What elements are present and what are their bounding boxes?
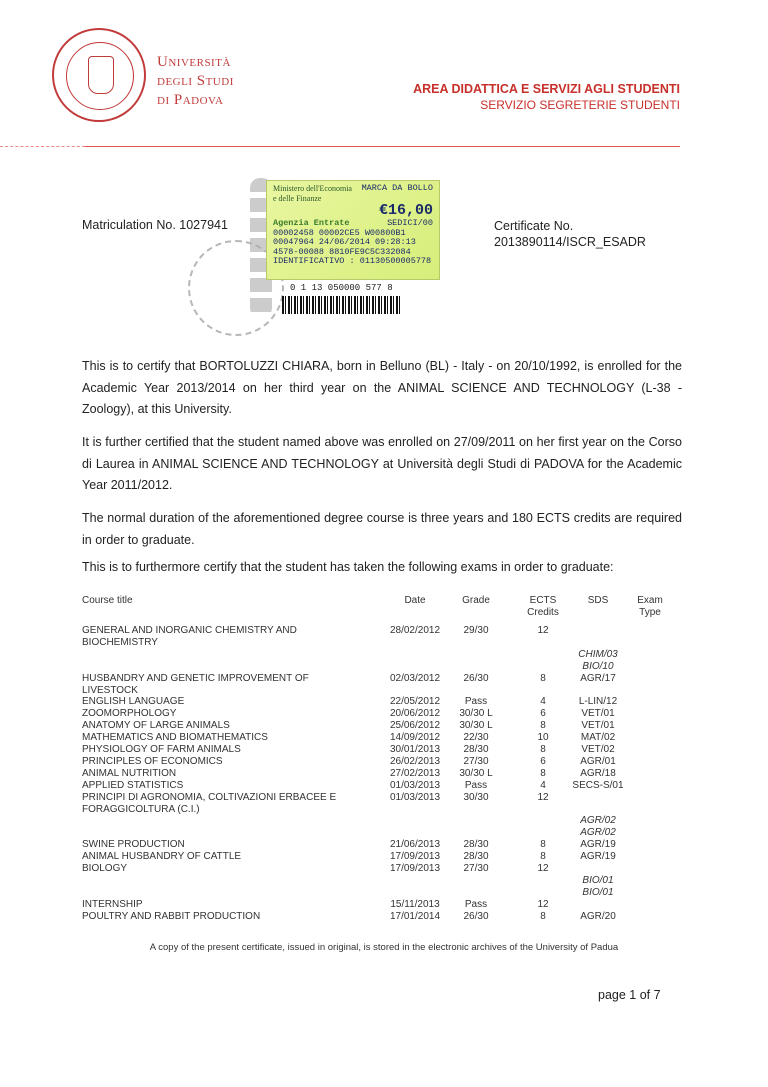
cell-course: PRINCIPLES OF ECONOMICS [82, 755, 223, 767]
stamp-line: IDENTIFICATIVO : 01130500005778 [273, 256, 432, 266]
header-course-title: Course title [82, 595, 133, 606]
header-ects-line2: Credits [527, 607, 559, 618]
table-row [0, 780, 768, 792]
service-title: SERVIZIO SEGRETERIE STUDENTI [480, 98, 680, 112]
cell-date: 30/01/2013 [389, 744, 441, 755]
cell-grade: 30/30 L [459, 720, 493, 732]
cell-date: 17/09/2013 [389, 851, 441, 863]
header-sds: SDS [587, 595, 609, 606]
header-ects [520, 595, 566, 619]
cell-course: MATHEMATICS AND BIOMATHEMATICS [82, 732, 268, 744]
cell-course: APPLIED STATISTICS [82, 779, 184, 791]
matriculation-number: Matriculation No. 1027941 [82, 218, 228, 232]
cell-ects: 6 [540, 755, 546, 767]
table-row [0, 851, 768, 863]
cell-date: 25/06/2012 [389, 720, 441, 732]
cell-date: 26/02/2013 [389, 755, 441, 767]
cell-grade: 26/30 [463, 672, 489, 684]
cell-date: 27/02/2013 [389, 767, 441, 779]
stamp-line: 4578-00088 8810FE9C5C332084 [273, 246, 411, 257]
certificate-value: 2013890114/ISCR_ESADR [494, 235, 646, 249]
table-row [0, 875, 768, 887]
cell-course: SWINE PRODUCTION [82, 839, 185, 851]
cell-date: 14/09/2012 [389, 732, 441, 744]
table-row [0, 673, 768, 685]
cell-date: 17/01/2014 [389, 910, 441, 922]
stamp-ministry: Ministero dell'Economia e delle Finanze [273, 184, 352, 203]
cell-ects: 4 [540, 779, 546, 791]
cell-ects: 12 [537, 863, 549, 874]
table-row [0, 815, 768, 827]
duration-paragraph: The normal duration of the aforementioned degree course is three years and 180 ECTS credits are required in order to graduate. [82, 511, 682, 547]
cell-course: ZOOMORPHOLOGY [82, 708, 177, 720]
cell-sds: AGR/01 [580, 755, 616, 767]
table-row [0, 804, 768, 816]
header-divider-dashed [0, 146, 85, 147]
table-row [0, 839, 768, 851]
cell-date: 17/09/2013 [389, 863, 441, 874]
cell-ects: 8 [540, 910, 546, 922]
cell-ects: 8 [540, 767, 546, 779]
stamp-label: MARCA DA BOLLO [361, 183, 433, 193]
table-row [0, 768, 768, 780]
cell-course: BIOLOGY [82, 863, 128, 874]
cell-course: POULTRY AND RABBIT PRODUCTION [82, 910, 261, 922]
cell-course: HUSBANDRY AND GENETIC IMPROVEMENT OF [82, 672, 309, 684]
cell-ects: 12 [537, 625, 549, 636]
cell-course: GENERAL AND INORGANIC CHEMISTRY AND [82, 625, 297, 636]
header-grade: Grade [462, 595, 490, 606]
cell-date: 01/03/2013 [389, 779, 441, 791]
cell-course: PHYSIOLOGY OF FARM ANIMALS [82, 744, 241, 755]
cell-grade: 30/30 [463, 791, 489, 803]
table-row [0, 792, 768, 804]
header-type-line2: Type [639, 607, 661, 618]
cell-course: LIVESTOCK [82, 684, 138, 696]
cell-sds: AGR/19 [580, 851, 616, 863]
cell-sds: AGR/20 [580, 910, 616, 922]
cell-grade: 27/30 [463, 863, 489, 874]
cell-sds: CHIM/03 [578, 648, 618, 660]
cell-sds: MAT/02 [580, 732, 616, 744]
cell-date: 28/02/2012 [389, 625, 441, 636]
cell-ects: 8 [540, 672, 546, 684]
cell-sds: AGR/19 [580, 839, 616, 851]
cell-grade: Pass [464, 898, 488, 910]
revenue-stamp [266, 180, 440, 280]
cell-sds: AGR/02 [580, 815, 616, 827]
cell-ects: 8 [540, 851, 546, 863]
cell-grade: 28/30 [463, 839, 489, 851]
cell-date: 20/06/2012 [389, 708, 441, 720]
university-name-line3: di Padova [157, 92, 224, 108]
table-row [0, 720, 768, 732]
cell-course: ANIMAL NUTRITION [82, 767, 177, 779]
table-row [0, 899, 768, 911]
cell-sds: VET/01 [581, 708, 615, 720]
cell-sds: BIO/01 [582, 874, 614, 886]
cell-grade: 29/30 [463, 625, 489, 636]
cell-grade: Pass [464, 696, 488, 708]
archive-note: A copy of the present certificate, issued in original, is stored in the electronic archives of the University of Padua [149, 942, 619, 953]
cell-course: BIOCHEMISTRY [82, 636, 158, 648]
cell-grade: 22/30 [463, 732, 489, 744]
cell-date: 01/03/2013 [389, 791, 441, 803]
stamp-agency: Agenzia Entrate [273, 218, 350, 228]
table-row [0, 887, 768, 899]
stamp-words: SEDICI/00 [387, 218, 433, 228]
table-row [0, 696, 768, 708]
cell-grade: Pass [464, 779, 488, 791]
area-title: AREA DIDATTICA E SERVIZI AGLI STUDENTI [413, 82, 680, 96]
header-date: Date [404, 595, 426, 606]
university-name-line2: degli Studi [157, 73, 234, 89]
header-ects-line1: ECTS [529, 595, 557, 606]
barcode-number: 0 1 13 050000 577 8 [290, 283, 393, 293]
university-seal-logo [52, 28, 146, 122]
table-row [0, 685, 768, 697]
cell-course: ANIMAL HUSBANDRY OF CATTLE [82, 851, 242, 863]
cell-ects: 12 [537, 791, 549, 803]
cell-course: ANATOMY OF LARGE ANIMALS [82, 720, 230, 732]
cell-ects: 12 [537, 898, 549, 910]
barcode [282, 296, 400, 314]
table-row [0, 911, 768, 923]
cell-sds: VET/02 [581, 744, 615, 755]
certificate-label: Certificate No. [494, 219, 574, 233]
table-row [0, 649, 768, 661]
cell-sds: AGR/18 [580, 767, 616, 779]
cell-grade: 28/30 [463, 744, 489, 755]
cell-sds: AGR/17 [580, 672, 616, 684]
table-row [0, 637, 768, 649]
cell-sds: AGR/02 [580, 827, 616, 839]
cell-course: PRINCIPI DI AGRONOMIA, COLTIVAZIONI ERBACEE E [82, 791, 337, 803]
cell-grade: 27/30 [463, 755, 489, 767]
exams-intro-paragraph: This is to furthermore certify that the student has taken the following exams in order to graduate: [82, 560, 614, 574]
cell-ects: 8 [540, 839, 546, 851]
cell-sds: SECS-S/01 [572, 779, 624, 791]
stamp-line: 00047964 24/06/2014 09:28:13 [273, 237, 416, 247]
cell-sds: L-LIN/12 [578, 696, 618, 708]
cell-ects: 8 [540, 744, 546, 755]
stamp-line: 00002458 00002CE5 W00800B1 [273, 227, 406, 238]
cell-date: 22/05/2012 [389, 696, 441, 708]
cell-date: 15/11/2013 [390, 898, 440, 910]
table-row [0, 625, 768, 637]
cell-date: 21/06/2013 [389, 839, 441, 851]
table-row [0, 744, 768, 756]
table-row [0, 827, 768, 839]
cell-course: ENGLISH LANGUAGE [82, 696, 185, 708]
cell-course: FORAGGICOLTURA (C.I.) [82, 803, 200, 815]
table-row [0, 863, 768, 875]
header-divider [85, 146, 680, 147]
cell-grade: 26/30 [463, 910, 489, 922]
page-number: page 1 of 7 [598, 988, 661, 1002]
certificate-number [494, 218, 646, 250]
table-row [0, 732, 768, 744]
table-row [0, 708, 768, 720]
enrollment-paragraph: This is to certify that BORTOLUZZI CHIARA, born in Belluno (BL) - Italy - on 20/10/1992, is enrolled for the Academic Year 2013/2014 on her third year on the ANIMAL SCIENCE AND TECHNOLOGY (L-38 - Zoology), at this University. [82, 359, 682, 416]
cell-ects: 8 [540, 720, 546, 732]
header-exam-type [630, 595, 670, 619]
cell-grade: 28/30 [463, 851, 489, 863]
cell-date: 02/03/2012 [389, 672, 441, 684]
cell-ects: 10 [537, 732, 549, 744]
stamp-amount: €16,00 [378, 202, 433, 219]
first-enrollment-paragraph: It is further certified that the student named above was enrolled on 27/09/2011 on her first year on the Corso di Laurea in ANIMAL SCIENCE AND TECHNOLOGY at Università degli Studi di PADOVA for the Academic Year 2011/2012. [82, 435, 682, 492]
table-row [0, 756, 768, 768]
cell-grade: 30/30 L [459, 767, 493, 779]
cell-course: INTERNSHIP [82, 898, 143, 910]
cell-sds: BIO/01 [582, 886, 614, 898]
cell-sds: VET/01 [581, 720, 615, 732]
table-row [0, 661, 768, 673]
cell-ects: 6 [540, 708, 546, 720]
university-name-line1: Università [157, 54, 231, 70]
cell-grade: 30/30 L [459, 708, 493, 720]
cell-ects: 4 [540, 696, 546, 708]
header-type-line1: Exam [637, 595, 663, 606]
cell-sds: BIO/10 [582, 660, 614, 672]
